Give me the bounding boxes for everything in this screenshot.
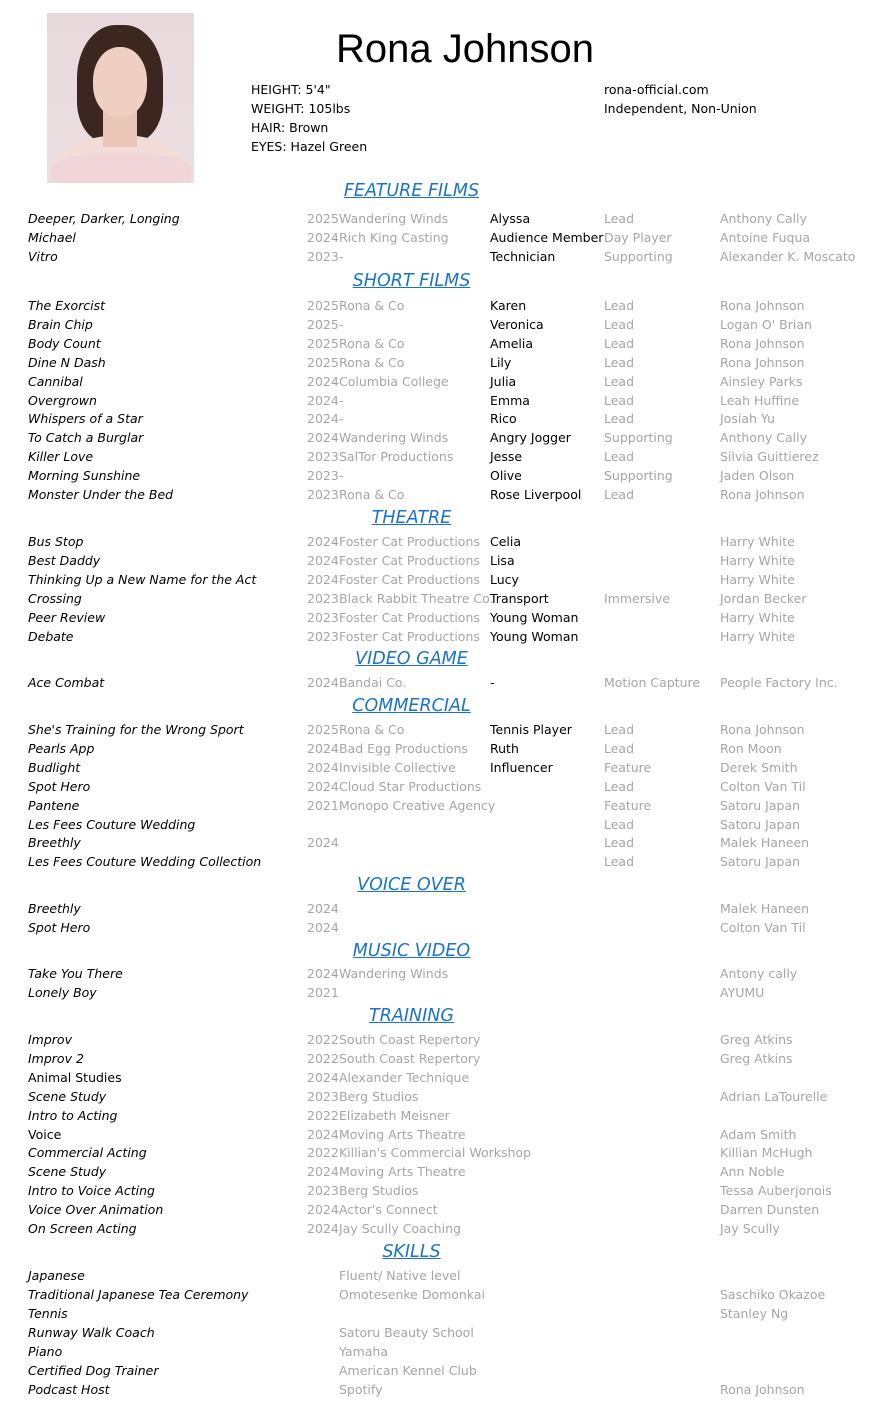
credit-year: 2024 xyxy=(307,966,339,981)
credit-title: Crossing xyxy=(28,591,82,606)
credit-row xyxy=(0,1068,882,1087)
credit-row xyxy=(0,1200,882,1219)
credit-role: Veronica xyxy=(490,316,544,332)
credit-row xyxy=(0,777,882,796)
eyes-stat: EYES: Hazel Green xyxy=(251,139,368,154)
credit-title: Spot Hero xyxy=(28,778,91,794)
credit-year: 2024 xyxy=(307,392,339,408)
credit-company: Berg Studios xyxy=(339,1088,419,1104)
credit-company: Killian's Commercial Workshop xyxy=(339,1145,531,1161)
credit-type: Lead xyxy=(604,449,635,465)
credit-title: Morning Sunshine xyxy=(28,468,141,484)
credit-row xyxy=(0,570,882,589)
credit-role: Young Woman xyxy=(490,610,579,625)
credit-title: Peer Review xyxy=(28,610,106,625)
credit-director: Jordan Becker xyxy=(720,591,807,606)
credit-company: Black Rabbit Theatre Co. xyxy=(339,591,494,606)
credit-row xyxy=(0,1162,882,1181)
credit-title: Les Fees Couture Wedding xyxy=(28,816,196,832)
credit-row xyxy=(0,228,882,247)
credit-title: Breethly xyxy=(28,901,81,916)
credit-year: 2024 xyxy=(307,572,339,587)
credit-row xyxy=(0,551,882,570)
credit-role: Emma xyxy=(490,392,530,408)
credit-year: 2024 xyxy=(307,835,339,851)
credit-role: Rico xyxy=(490,411,517,427)
credit-company: - xyxy=(339,468,344,484)
credit-year: 2023 xyxy=(307,449,339,465)
credit-company: Bandai Co. xyxy=(339,675,407,690)
credit-row xyxy=(0,815,882,834)
credit-director: Jaden Olson xyxy=(720,468,795,484)
credit-type: Lead xyxy=(604,211,635,226)
credit-title: Japanese xyxy=(28,1268,85,1283)
credit-company: Fluent/ Native level xyxy=(339,1268,461,1283)
credit-title: Body Count xyxy=(28,335,101,351)
actor-name: Rona Johnson xyxy=(336,27,594,71)
credit-role: Tennis Player xyxy=(490,722,572,737)
credit-director: Saschiko Okazoe xyxy=(720,1287,826,1302)
section-heading: TRAINING xyxy=(369,1006,454,1026)
credit-year: 2025 xyxy=(307,335,339,351)
credit-title: Overgrown xyxy=(28,392,97,408)
headshot-photo xyxy=(47,13,194,183)
credit-role: Young Woman xyxy=(490,629,579,644)
credit-type: Supporting xyxy=(604,249,673,264)
credit-row xyxy=(0,296,882,315)
credit-year: 2025 xyxy=(307,298,339,313)
credit-company: Foster Cat Productions xyxy=(339,629,480,644)
credit-row xyxy=(0,852,882,871)
credit-company: Monopo Creative Agency xyxy=(339,797,496,813)
credit-title: She's Training for the Wrong Sport xyxy=(28,722,244,737)
credit-row xyxy=(0,739,882,758)
credit-row xyxy=(0,796,882,815)
credit-director: Malek Haneen xyxy=(720,901,810,916)
credit-title: Spot Hero xyxy=(28,920,91,935)
credit-row xyxy=(0,353,882,372)
credit-company: - xyxy=(339,316,344,332)
credit-year: 2023 xyxy=(307,487,339,502)
credit-title: Les Fees Couture Wedding Collection xyxy=(28,854,262,870)
credit-row xyxy=(0,1030,882,1049)
credit-row xyxy=(0,1323,882,1342)
credit-director: Malek Haneen xyxy=(720,835,810,851)
credit-year: 2024 xyxy=(307,430,339,446)
credit-row xyxy=(0,608,882,627)
credit-director: Leah Huffine xyxy=(720,392,800,408)
credit-title: Killer Love xyxy=(28,449,94,465)
credit-row xyxy=(0,485,882,504)
credit-year: 2024 xyxy=(307,1202,339,1218)
credit-role: Ruth xyxy=(490,740,519,756)
credit-row xyxy=(0,720,882,739)
credit-title: Commercial Acting xyxy=(28,1145,147,1161)
credit-company: Rona & Co xyxy=(339,722,405,737)
credit-director: Harry White xyxy=(720,610,795,625)
credit-director: People Factory Inc. xyxy=(720,675,838,690)
credit-company: Rona & Co xyxy=(339,335,405,351)
credit-year: 2023 xyxy=(307,249,339,264)
credit-director: Anthony Cally xyxy=(720,211,807,226)
credit-year: 2024 xyxy=(307,901,339,916)
credit-year: 2024 xyxy=(307,1126,339,1142)
credit-row xyxy=(0,1087,882,1106)
credit-director: Rona Johnson xyxy=(720,1382,805,1397)
credit-company: Wandering Winds xyxy=(339,211,449,226)
credit-row xyxy=(0,1361,882,1380)
credit-title: Vitro xyxy=(28,249,58,264)
credit-row xyxy=(0,315,882,334)
credit-row xyxy=(0,532,882,551)
credit-year: 2025 xyxy=(307,211,339,226)
credit-title: Pantene xyxy=(28,797,80,813)
credit-year: 2024 xyxy=(307,373,339,389)
credit-director: Adam Smith xyxy=(720,1126,797,1142)
credit-year: 2024 xyxy=(307,675,339,690)
credit-row xyxy=(0,1049,882,1068)
credit-director: Colton Van Til xyxy=(720,920,806,935)
credit-title: Best Daddy xyxy=(28,553,101,568)
credit-year: 2024 xyxy=(307,1221,339,1236)
credit-director: Silvia Guittierez xyxy=(720,449,819,465)
credit-year: 2023 xyxy=(307,610,339,625)
credit-title: Certified Dog Trainer xyxy=(28,1363,159,1378)
credit-year: 2022 xyxy=(307,1032,339,1047)
credit-row xyxy=(0,983,882,1002)
credit-type: Lead xyxy=(604,722,635,737)
credit-row xyxy=(0,1342,882,1361)
credit-director: Darren Dunsten xyxy=(720,1202,820,1218)
credit-type: Lead xyxy=(604,835,635,851)
credit-row xyxy=(0,964,882,983)
credit-title: Breethly xyxy=(28,835,81,851)
credit-director: Killian McHugh xyxy=(720,1145,813,1161)
credit-role: Audience Member xyxy=(490,230,604,245)
credit-row xyxy=(0,1219,882,1238)
credit-title: Intro to Acting xyxy=(28,1107,118,1123)
credit-type: Lead xyxy=(604,740,635,756)
credit-role: Rose Liverpool xyxy=(490,487,582,502)
credit-company: Wandering Winds xyxy=(339,966,449,981)
credit-director: Jay Scully xyxy=(720,1221,780,1236)
credit-director: Stanley Ng xyxy=(720,1306,789,1321)
credit-director: Greg Atkins xyxy=(720,1032,793,1047)
credit-director: Rona Johnson xyxy=(720,722,805,737)
weight-stat: WEIGHT: 105lbs xyxy=(251,101,351,116)
credit-title: On Screen Acting xyxy=(28,1221,137,1236)
credit-company: Jay Scully Coaching xyxy=(339,1221,461,1236)
credit-company: South Coast Repertory xyxy=(339,1032,481,1047)
credit-year: 2023 xyxy=(307,629,339,644)
credit-type: Lead xyxy=(604,392,635,408)
credit-row xyxy=(0,1125,882,1144)
credit-director: Antony cally xyxy=(720,966,798,981)
credit-row xyxy=(0,1304,882,1323)
credit-director: Antoine Fuqua xyxy=(720,230,811,245)
credit-type: Day Player xyxy=(604,230,672,245)
hair-stat: HAIR: Brown xyxy=(251,120,329,135)
credit-role: Influencer xyxy=(490,759,553,775)
credit-row xyxy=(0,833,882,852)
credit-type: Lead xyxy=(604,778,635,794)
credit-row xyxy=(0,627,882,646)
section-heading: MUSIC VIDEO xyxy=(352,941,471,961)
credit-row xyxy=(0,334,882,353)
section-heading: VOICE OVER xyxy=(357,875,466,895)
credit-company: - xyxy=(339,411,344,427)
section-heading: THEATRE xyxy=(371,508,452,528)
credit-director: Greg Atkins xyxy=(720,1050,793,1066)
credit-director: Harry White xyxy=(720,572,795,587)
credit-row xyxy=(0,1285,882,1304)
credit-role: Transport xyxy=(490,591,549,606)
section-heading: SKILLS xyxy=(382,1242,441,1262)
credit-type: Lead xyxy=(604,335,635,351)
credit-year: 2024 xyxy=(307,740,339,756)
credit-year: 2024 xyxy=(307,778,339,794)
credit-company: Rona & Co xyxy=(339,298,405,313)
credit-company: Rona & Co xyxy=(339,487,405,502)
credit-director: Harry White xyxy=(720,629,795,644)
credit-title: Debate xyxy=(28,629,74,644)
credit-year: 2024 xyxy=(307,759,339,775)
credit-title: The Exorcist xyxy=(28,298,106,313)
credit-company: Moving Arts Theatre xyxy=(339,1164,466,1180)
credit-type: Supporting xyxy=(604,468,673,484)
credit-director: AYUMU xyxy=(720,985,765,1000)
height-stat: HEIGHT: 5'4" xyxy=(251,82,331,97)
credit-title: Animal Studies xyxy=(28,1069,122,1085)
credit-title: Scene Study xyxy=(28,1164,107,1180)
credit-company: Wandering Winds xyxy=(339,430,449,446)
credit-title: Dine N Dash xyxy=(28,354,106,370)
credit-row xyxy=(0,758,882,777)
credit-role: Lisa xyxy=(490,553,515,568)
credit-year: 2024 xyxy=(307,230,339,245)
credit-type: Lead xyxy=(604,298,635,313)
credit-type: Lead xyxy=(604,354,635,370)
credit-year: 2024 xyxy=(307,411,339,427)
credit-company: Elizabeth Meisner xyxy=(339,1107,450,1123)
credit-director: Tessa Auberjonois xyxy=(720,1183,832,1199)
credit-director: Rona Johnson xyxy=(720,487,805,502)
credit-year: 2022 xyxy=(307,1107,339,1123)
credit-type: Lead xyxy=(604,373,635,389)
credit-company: Yamaha xyxy=(339,1344,388,1359)
credit-director: Rona Johnson xyxy=(720,354,805,370)
credit-type: Lead xyxy=(604,816,635,832)
credit-director: Alexander K. Moscato xyxy=(720,249,856,264)
credit-year: 2024 xyxy=(307,1164,339,1180)
credit-company: Satoru Beauty School xyxy=(339,1325,474,1340)
credit-year: 2023 xyxy=(307,591,339,606)
credit-director: Josiah Yu xyxy=(720,411,775,427)
credit-director: Satoru Japan xyxy=(720,797,801,813)
credit-title: Voice xyxy=(28,1126,62,1142)
credit-company: Actor's Connect xyxy=(339,1202,438,1218)
credit-row xyxy=(0,409,882,428)
credit-title: Voice Over Animation xyxy=(28,1202,164,1218)
credit-title: Scene Study xyxy=(28,1088,107,1104)
credit-title: Improv 2 xyxy=(28,1050,84,1066)
credit-director: Satoru Japan xyxy=(720,854,801,870)
credit-row xyxy=(0,247,882,266)
credit-row xyxy=(0,918,882,937)
credit-title: Cannibal xyxy=(28,373,83,389)
credit-company: South Coast Repertory xyxy=(339,1050,481,1066)
credit-director: Ron Moon xyxy=(720,740,782,756)
credit-director: Rona Johnson xyxy=(720,335,805,351)
credit-row xyxy=(0,1266,882,1285)
credit-year: 2023 xyxy=(307,1088,339,1104)
section-heading: VIDEO GAME xyxy=(355,649,468,669)
credit-row xyxy=(0,1181,882,1200)
credit-type: Lead xyxy=(604,854,635,870)
credit-title: Traditional Japanese Tea Ceremony xyxy=(28,1287,249,1302)
section-heading: SHORT FILMS xyxy=(352,271,471,291)
credit-title: Michael xyxy=(28,230,76,245)
credit-title: Piano xyxy=(28,1344,63,1359)
credit-role: Olive xyxy=(490,468,522,484)
credit-type: Lead xyxy=(604,316,635,332)
credit-company: American Kennel Club xyxy=(339,1363,477,1378)
credit-title: Monster Under the Bed xyxy=(28,487,174,502)
credit-company: Foster Cat Productions xyxy=(339,610,480,625)
credit-director: Logan O' Brian xyxy=(720,316,812,332)
credit-director: Ann Noble xyxy=(720,1164,785,1180)
credit-role: Julia xyxy=(490,373,517,389)
credit-director: Satoru Japan xyxy=(720,816,801,832)
credit-role: Lily xyxy=(490,354,512,370)
credit-title: Improv xyxy=(28,1032,72,1047)
credit-company: Cloud Star Productions xyxy=(339,778,482,794)
credit-type: Immersive xyxy=(604,591,670,606)
credit-director: Anthony Cally xyxy=(720,430,807,446)
credit-year: 2021 xyxy=(307,985,339,1000)
union-status: Independent, Non-Union xyxy=(604,101,757,116)
credit-director: Harry White xyxy=(720,553,795,568)
credit-role: Amelia xyxy=(490,335,534,351)
credit-year: 2024 xyxy=(307,534,339,549)
credit-director: Harry White xyxy=(720,534,795,549)
credit-company: Omotesenke Domonkai xyxy=(339,1287,486,1302)
credit-title: Bus Stop xyxy=(28,534,84,549)
credit-type: Motion Capture xyxy=(604,675,701,690)
credit-title: Runway Walk Coach xyxy=(28,1325,155,1340)
credit-year: 2022 xyxy=(307,1145,339,1161)
credit-year: 2024 xyxy=(307,553,339,568)
credit-row xyxy=(0,1143,882,1162)
credit-role: - xyxy=(490,675,495,690)
credit-row xyxy=(0,372,882,391)
credit-director: Adrian LaTourelle xyxy=(720,1088,828,1104)
credit-type: Lead xyxy=(604,487,635,502)
credit-row xyxy=(0,447,882,466)
credit-role: Angry Jogger xyxy=(490,430,571,446)
credit-role: Alyssa xyxy=(490,211,531,226)
section-heading: FEATURE FILMS xyxy=(343,181,480,201)
credit-year: 2022 xyxy=(307,1050,339,1066)
credit-title: Deeper, Darker, Longing xyxy=(28,211,180,226)
credit-company: Columbia College xyxy=(339,373,449,389)
credit-type: Feature xyxy=(604,797,652,813)
credit-year: 2024 xyxy=(307,920,339,935)
credit-type: Feature xyxy=(604,759,652,775)
credit-company: Spotify xyxy=(339,1382,383,1397)
credit-title: To Catch a Burglar xyxy=(28,430,144,446)
credit-row xyxy=(0,466,882,485)
credit-title: Ace Combat xyxy=(28,675,105,690)
credit-title: Thinking Up a New Name for the Act xyxy=(28,572,257,587)
credit-director: Rona Johnson xyxy=(720,298,805,313)
credit-role: Lucy xyxy=(490,572,519,587)
credit-title: Intro to Voice Acting xyxy=(28,1183,155,1199)
credit-title: Take You There xyxy=(28,966,123,981)
credit-role: Celia xyxy=(490,534,522,549)
credit-title: Budlight xyxy=(28,759,81,775)
credit-year: 2021 xyxy=(307,797,339,813)
credit-row xyxy=(0,673,882,692)
credit-role: Jesse xyxy=(490,449,523,465)
credit-year: 2025 xyxy=(307,316,339,332)
credit-role: Karen xyxy=(490,298,527,313)
credit-company: Invisible Collective xyxy=(339,759,456,775)
credit-row xyxy=(0,589,882,608)
credit-row xyxy=(0,391,882,410)
credit-year: 2024 xyxy=(307,1069,339,1085)
credit-company: Alexander Technique xyxy=(339,1069,470,1085)
credit-company: Rich King Casting xyxy=(339,230,449,245)
credit-row xyxy=(0,428,882,447)
credit-company: SalTor Productions xyxy=(339,449,454,465)
credit-company: Moving Arts Theatre xyxy=(339,1126,466,1142)
credit-company: Foster Cat Productions xyxy=(339,553,480,568)
credit-year: 2023 xyxy=(307,1183,339,1199)
credit-row xyxy=(0,1380,882,1399)
credit-row xyxy=(0,209,882,228)
section-heading: COMMERCIAL xyxy=(352,696,471,716)
credit-year: 2025 xyxy=(307,354,339,370)
credit-director: Ainsley Parks xyxy=(720,373,803,389)
credit-director: Colton Van Til xyxy=(720,778,806,794)
credit-type: Supporting xyxy=(604,430,673,446)
credit-title: Tennis xyxy=(28,1306,68,1321)
credit-company: Rona & Co xyxy=(339,354,405,370)
credit-title: Brain Chip xyxy=(28,316,93,332)
credit-title: Lonely Boy xyxy=(28,985,97,1000)
credit-title: Whispers of a Star xyxy=(28,411,143,427)
credit-company: - xyxy=(339,392,344,408)
credit-role: Technician xyxy=(490,249,556,264)
credit-company: - xyxy=(339,249,344,264)
credit-title: Podcast Host xyxy=(28,1382,110,1397)
credit-director: Derek Smith xyxy=(720,759,798,775)
credit-company: Berg Studios xyxy=(339,1183,419,1199)
credit-company: Foster Cat Productions xyxy=(339,572,480,587)
website-link[interactable]: rona-official.com xyxy=(604,82,709,97)
credit-row xyxy=(0,899,882,918)
credit-row xyxy=(0,1106,882,1125)
credit-company: Foster Cat Productions xyxy=(339,534,480,549)
credit-type: Lead xyxy=(604,411,635,427)
credit-year: 2025 xyxy=(307,722,339,737)
credit-company: Bad Egg Productions xyxy=(339,740,468,756)
credit-year: 2023 xyxy=(307,468,339,484)
credit-title: Pearls App xyxy=(28,740,95,756)
